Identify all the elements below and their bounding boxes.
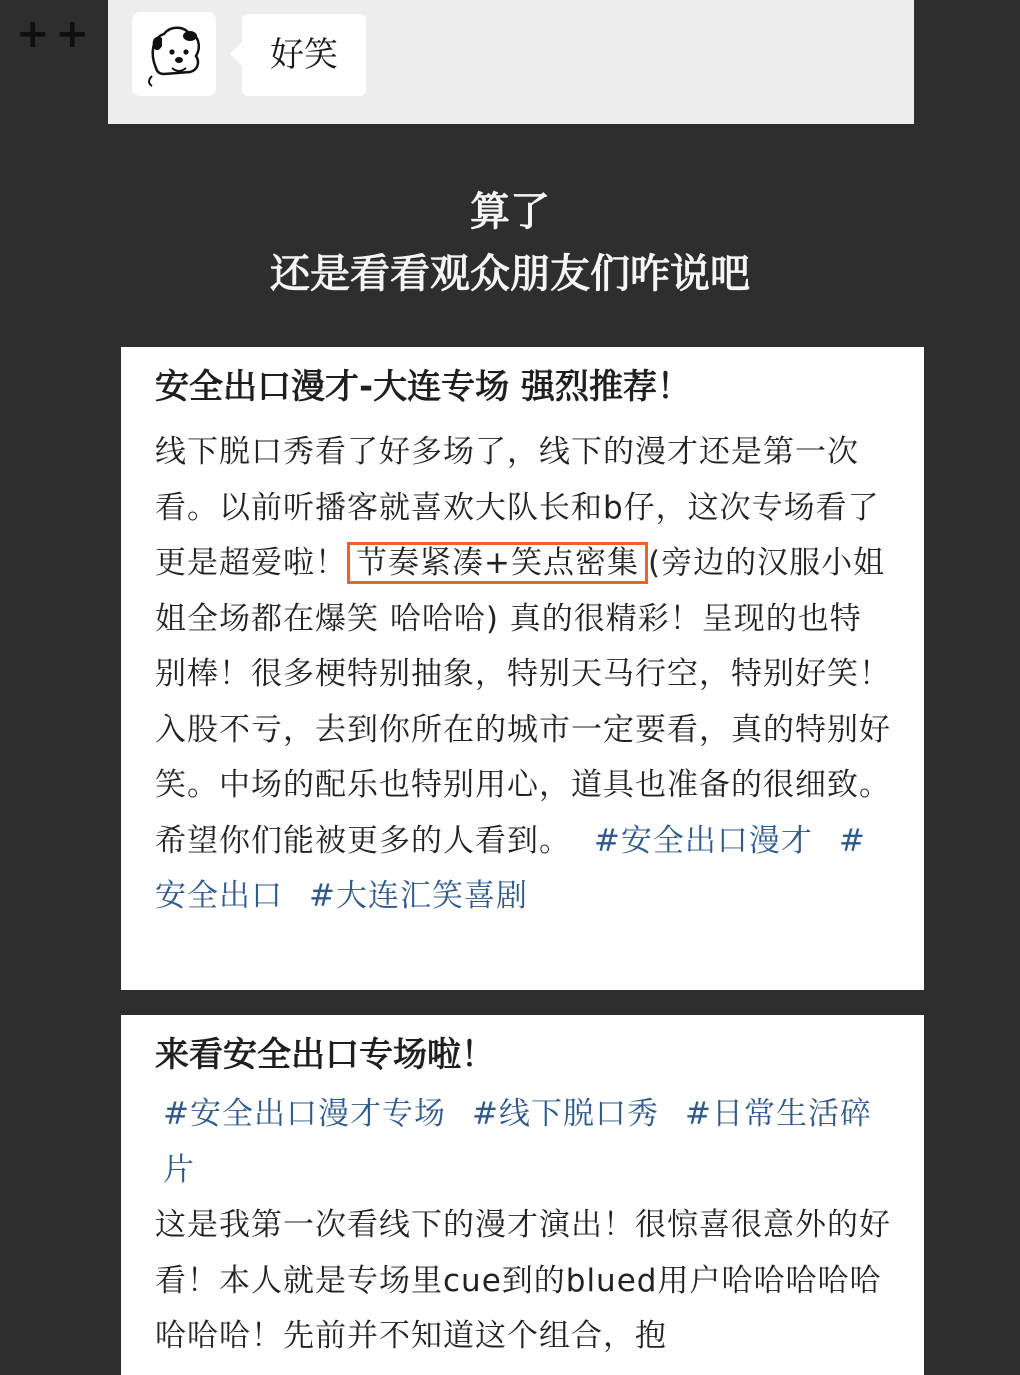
review-text-part: 线下脱口秀看了好多场了，线下的漫才还是第一次看。以前听播客就喜欢大队长和b仔，这次专场看了更是超爱啦！ [155,434,880,581]
review-title: 安全出口漫才-大连专场 强烈推荐！ [155,367,691,407]
heading-line-2: 还是看看观众朋友们咋说吧 [270,251,750,297]
hashtag-link[interactable]: #日常生活碎片 [163,1096,872,1188]
hashtag-link[interactable]: #安全出口漫才 [593,822,813,859]
chat-panel [108,0,914,124]
review-body: 这是我第一次看线下的漫才演出！很惊喜很意外的好看！本人就是专场里cue到的blued用户哈哈哈哈哈哈哈哈！先前并不知道这个组合，抱 [155,1207,891,1354]
chat-bubble-tail [230,42,242,66]
review-title: 来看安全出口专场啦！ [155,1035,495,1075]
highlight-box: 节奏紧凑+笑点密集 [347,542,648,584]
review-text-part: (旁边的汉服小姐姐全场都在爆笑 哈哈哈) 真的很精彩！呈现的也特别棒！很多梗特别抽象，特别天马行空，特别好笑！入股不亏，去到你所在的城市一定要看，真的特别好笑。中场的配乐也特别用心，道具也准备的很细致。希望你们能被更多的人看到。 [155,545,891,859]
hashtag-link[interactable]: #大连汇笑喜剧 [309,878,528,914]
chat-message-bubble: 好笑 [242,14,366,96]
hashtag-link[interactable]: #线下脱口秀 [471,1096,659,1132]
hashtag-link[interactable]: #安全出口漫才专场 [163,1096,446,1132]
cartoon-dog-avatar-icon [132,12,216,96]
review-card-2 [121,1015,924,1375]
heading-line-1: 算了 [470,189,550,235]
review-card-1 [121,347,924,990]
user-avatar[interactable] [132,12,216,96]
hashtag-row [155,1087,892,1198]
decorative-plus-marks: ++ [16,11,96,57]
review-body [155,425,892,925]
hashtag-link[interactable]: #安全出口 [155,822,866,914]
